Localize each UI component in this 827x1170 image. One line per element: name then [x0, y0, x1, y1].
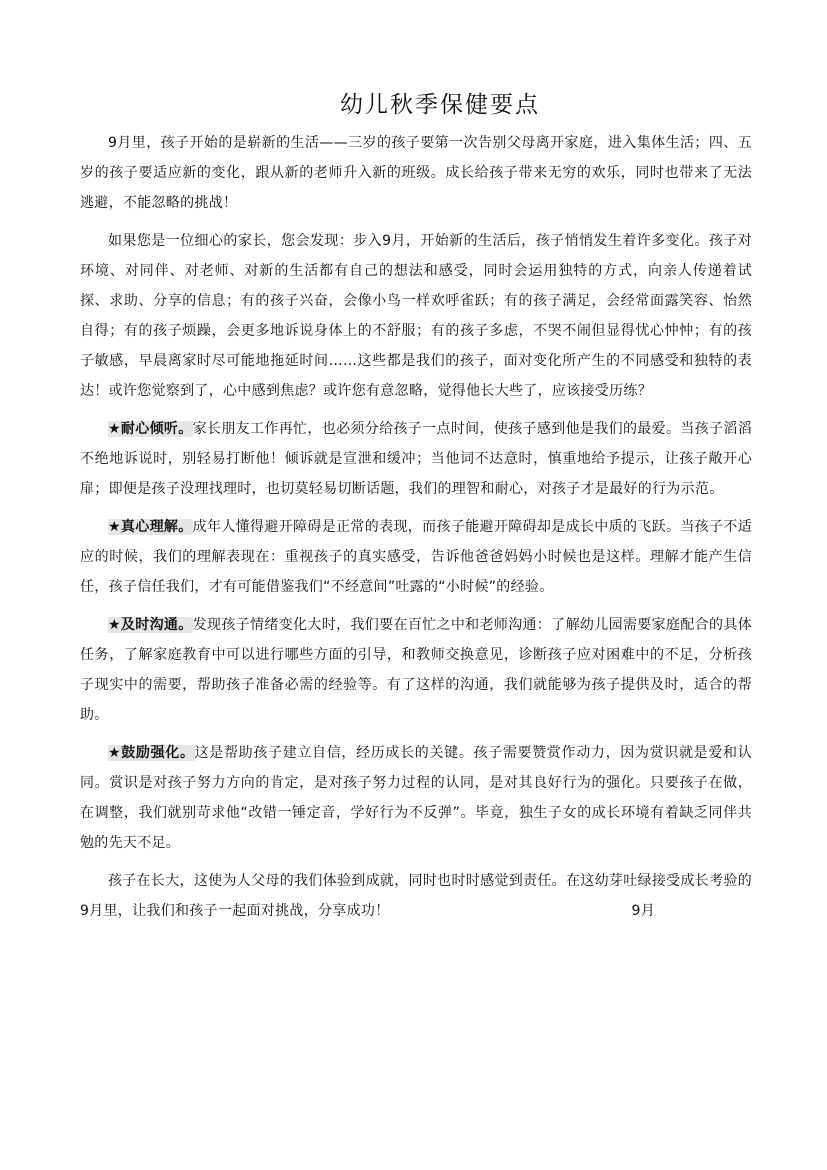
paragraph-text: 成年人懂得避开障碍是正常的表现，而孩子能避开障碍却是成长中质的飞跃。当孩子不适应的时候，我们的理解表现在：重视孩子的真实感受，告诉他爸爸妈妈小时候也是这样。理解才能产生信任，孩子信任我们，才有可能借鉴我们“不经意间”吐露的“小时候”的经验。 [80, 519, 752, 595]
paragraph-text: 9月里，孩子开始的是崭新的生活——三岁的孩子要第一次告别父母离开家庭，进入集体生活；四、五岁的孩子要适应新的变化，跟从新的老师升入新的班级。成长给孩子带来无穷的欢乐，同时也带来了无法逃避，不能忽略的挑战！ [80, 135, 752, 211]
paragraph-text: 如果您是一位细心的家长，您会发现：步入9月，开始新的生活后，孩子悄悄发生着许多变化。孩子对环境、对同伴、对老师、对新的生活都有自己的想法和感受，同时会运用独特的方式，向亲人传递着试探、求助、分享的信息；有的孩子兴奋，会像小鸟一样欢呼雀跃；有的孩子满足，会经常面露笑容、怡然自得；有的孩子烦躁，会更多地诉说身体上的不舒服；有的孩子多虑，不哭不闹但显得忧心忡忡；有的孩子敏感，早晨离家时尽可能地拖延时间……这些都是我们的孩子，面对变化所产生的不同感受和独特的表达！或许您觉察到了，心中感到焦虑？或许您有意忽略，觉得他长大些了，应该接受历练？ [80, 233, 752, 399]
paragraph-text: 发现孩子情绪变化大时，我们要在百忙之中和老师沟通：了解幼儿园需要家庭配合的具体任务，了解家庭教育中可以进行哪些方面的引导，和教师交换意见，诊断孩子应对困难中的不足，分析孩子现实中的需要，帮助孩子准备必需的经验等。有了这样的沟通，我们就能够为孩子提供及时，适合的帮助。 [80, 617, 752, 723]
section-lead-listen: ★耐心倾听。 [108, 421, 193, 437]
section-lead-understand: ★真心理解。 [108, 519, 193, 535]
paragraph-listen [80, 414, 752, 504]
paragraph-text: 这是帮助孩子建立自信，经历成长的关键。孩子需要赞赏作动力，因为赏识就是爱和认同。赏识是对孩子努力方向的肯定，是对孩子努力过程的认同，是对其良好行为的强化。只要孩子在做，在调整，我们就别苛求他“改错一锤定音，学好行为不反弹”。毕竟，独生子女的成长环境有着缺乏同伴共勉的先天不足。 [80, 745, 752, 851]
paragraph-encourage [80, 738, 752, 858]
section-lead-encourage: ★鼓励强化。 [108, 745, 195, 761]
closing-date: 9月 [631, 903, 656, 919]
closing-text: 孩子在长大，这使为人父母的我们体验到成就，同时也时时感觉到责任。在这幼芽吐绿接受成长考验的9月里，让我们和孩子一起面对挑战，分享成功！ [80, 873, 752, 919]
paragraph-observation [80, 226, 752, 406]
document-title: 幼儿秋季保健要点 [340, 92, 540, 118]
document-body [80, 128, 752, 934]
paragraph-closing [80, 866, 752, 926]
paragraph-intro [80, 128, 752, 218]
paragraph-understand [80, 512, 752, 602]
paragraph-text: 家长朋友工作再忙，也必须分给孩子一点时间，使孩子感到他是我们的最爱。当孩子滔滔不绝地诉说时，别轻易打断他！倾诉就是宣泄和缓冲；当他词不达意时，慎重地给予提示，让孩子敞开心扉；即便是孩子没理找理时，也切莫轻易切断话题，我们的理智和耐心，对孩子才是最好的行为示范。 [80, 421, 752, 497]
paragraph-communicate [80, 610, 752, 730]
section-lead-communicate: ★及时沟通。 [108, 617, 193, 633]
